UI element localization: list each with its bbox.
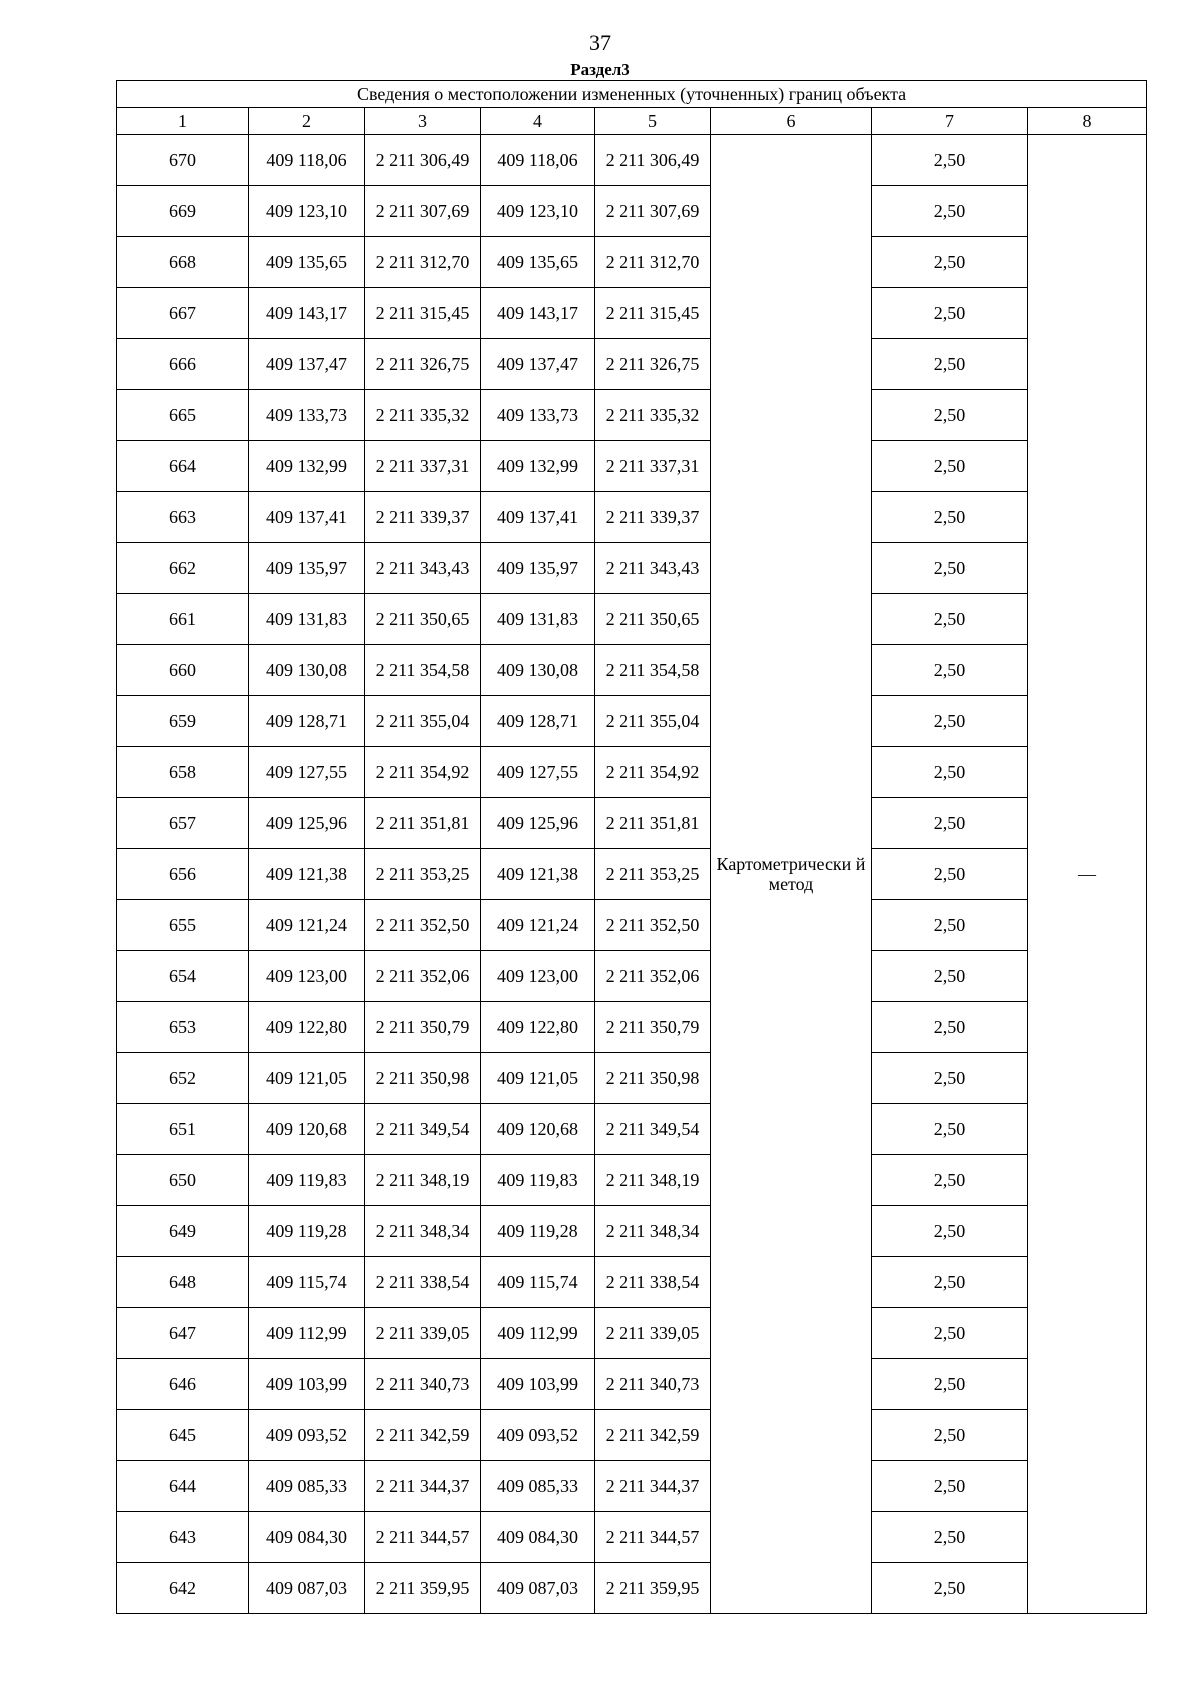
section-title: Раздел3 [570, 60, 630, 79]
table-row [117, 1206, 1147, 1257]
x-old-cell: 409 119,83 [249, 1155, 365, 1206]
y-new-cell: 2 211 351,81 [595, 798, 711, 849]
table-row [117, 543, 1147, 594]
accuracy-cell: 2,50 [872, 288, 1028, 339]
y-old-cell: 2 211 350,98 [365, 1053, 481, 1104]
y-new-cell: 2 211 350,65 [595, 594, 711, 645]
table-row [117, 1461, 1147, 1512]
x-new-cell: 409 127,55 [481, 747, 595, 798]
column-number: 8 [1028, 108, 1147, 135]
point-number-cell: 647 [117, 1308, 249, 1359]
method-cell: Картометрически й метод [711, 135, 872, 1614]
x-old-cell: 409 135,97 [249, 543, 365, 594]
y-old-cell: 2 211 339,37 [365, 492, 481, 543]
x-old-cell: 409 143,17 [249, 288, 365, 339]
column-8-cell: — [1028, 135, 1147, 1614]
y-new-cell: 2 211 344,37 [595, 1461, 711, 1512]
y-new-cell: 2 211 359,95 [595, 1563, 711, 1614]
table-row [117, 186, 1147, 237]
x-new-cell: 409 130,08 [481, 645, 595, 696]
point-number-cell: 650 [117, 1155, 249, 1206]
x-old-cell: 409 118,06 [249, 135, 365, 186]
accuracy-cell: 2,50 [872, 441, 1028, 492]
accuracy-cell: 2,50 [872, 900, 1028, 951]
y-old-cell: 2 211 352,50 [365, 900, 481, 951]
y-new-cell: 2 211 307,69 [595, 186, 711, 237]
point-number-cell: 649 [117, 1206, 249, 1257]
table-row [117, 1155, 1147, 1206]
x-old-cell: 409 122,80 [249, 1002, 365, 1053]
point-number-cell: 662 [117, 543, 249, 594]
table-row [117, 696, 1147, 747]
accuracy-cell: 2,50 [872, 1257, 1028, 1308]
point-number-cell: 659 [117, 696, 249, 747]
accuracy-cell: 2,50 [872, 1002, 1028, 1053]
y-old-cell: 2 211 342,59 [365, 1410, 481, 1461]
accuracy-cell: 2,50 [872, 1410, 1028, 1461]
y-new-cell: 2 211 348,34 [595, 1206, 711, 1257]
y-new-cell: 2 211 353,25 [595, 849, 711, 900]
table-caption: Сведения о местоположении измененных (уточненных) границ объекта [117, 81, 1147, 108]
accuracy-cell: 2,50 [872, 186, 1028, 237]
y-new-cell: 2 211 352,06 [595, 951, 711, 1002]
x-old-cell: 409 123,10 [249, 186, 365, 237]
accuracy-cell: 2,50 [872, 594, 1028, 645]
y-old-cell: 2 211 354,58 [365, 645, 481, 696]
y-old-cell: 2 211 348,19 [365, 1155, 481, 1206]
y-new-cell: 2 211 354,92 [595, 747, 711, 798]
x-new-cell: 409 128,71 [481, 696, 595, 747]
y-new-cell: 2 211 343,43 [595, 543, 711, 594]
x-new-cell: 409 137,41 [481, 492, 595, 543]
table-row [117, 1563, 1147, 1614]
x-old-cell: 409 132,99 [249, 441, 365, 492]
x-new-cell: 409 103,99 [481, 1359, 595, 1410]
y-new-cell: 2 211 350,79 [595, 1002, 711, 1053]
column-number: 3 [365, 108, 481, 135]
table-row [117, 849, 1147, 900]
x-old-cell: 409 119,28 [249, 1206, 365, 1257]
y-old-cell: 2 211 351,81 [365, 798, 481, 849]
accuracy-cell: 2,50 [872, 1104, 1028, 1155]
accuracy-cell: 2,50 [872, 1308, 1028, 1359]
y-old-cell: 2 211 352,06 [365, 951, 481, 1002]
point-number-cell: 643 [117, 1512, 249, 1563]
table-row [117, 1257, 1147, 1308]
x-new-cell: 409 112,99 [481, 1308, 595, 1359]
y-old-cell: 2 211 344,57 [365, 1512, 481, 1563]
x-new-cell: 409 132,99 [481, 441, 595, 492]
column-number: 5 [595, 108, 711, 135]
x-old-cell: 409 133,73 [249, 390, 365, 441]
table-row [117, 390, 1147, 441]
table-row [117, 441, 1147, 492]
x-old-cell: 409 127,55 [249, 747, 365, 798]
point-number-cell: 669 [117, 186, 249, 237]
x-old-cell: 409 137,47 [249, 339, 365, 390]
point-number-cell: 651 [117, 1104, 249, 1155]
page-number: 37 [589, 30, 611, 55]
x-old-cell: 409 115,74 [249, 1257, 365, 1308]
y-old-cell: 2 211 307,69 [365, 186, 481, 237]
y-new-cell: 2 211 338,54 [595, 1257, 711, 1308]
y-new-cell: 2 211 339,37 [595, 492, 711, 543]
accuracy-cell: 2,50 [872, 1359, 1028, 1410]
table-row [117, 1359, 1147, 1410]
y-new-cell: 2 211 337,31 [595, 441, 711, 492]
point-number-cell: 652 [117, 1053, 249, 1104]
y-new-cell: 2 211 306,49 [595, 135, 711, 186]
y-old-cell: 2 211 343,43 [365, 543, 481, 594]
x-new-cell: 409 137,47 [481, 339, 595, 390]
x-old-cell: 409 084,30 [249, 1512, 365, 1563]
column-number: 1 [117, 108, 249, 135]
y-old-cell: 2 211 344,37 [365, 1461, 481, 1512]
accuracy-cell: 2,50 [872, 1053, 1028, 1104]
point-number-cell: 666 [117, 339, 249, 390]
x-old-cell: 409 130,08 [249, 645, 365, 696]
x-new-cell: 409 135,97 [481, 543, 595, 594]
table-row [117, 798, 1147, 849]
accuracy-cell: 2,50 [872, 543, 1028, 594]
y-old-cell: 2 211 339,05 [365, 1308, 481, 1359]
x-new-cell: 409 122,80 [481, 1002, 595, 1053]
x-new-cell: 409 118,06 [481, 135, 595, 186]
table-row [117, 492, 1147, 543]
table-row [117, 594, 1147, 645]
y-old-cell: 2 211 350,65 [365, 594, 481, 645]
boundary-table [116, 80, 1147, 1614]
y-new-cell: 2 211 315,45 [595, 288, 711, 339]
x-new-cell: 409 119,83 [481, 1155, 595, 1206]
point-number-cell: 664 [117, 441, 249, 492]
accuracy-cell: 2,50 [872, 1512, 1028, 1563]
x-old-cell: 409 128,71 [249, 696, 365, 747]
y-old-cell: 2 211 349,54 [365, 1104, 481, 1155]
x-old-cell: 409 085,33 [249, 1461, 365, 1512]
point-number-cell: 648 [117, 1257, 249, 1308]
point-number-cell: 665 [117, 390, 249, 441]
accuracy-cell: 2,50 [872, 1563, 1028, 1614]
y-old-cell: 2 211 353,25 [365, 849, 481, 900]
table-row [117, 1104, 1147, 1155]
x-new-cell: 409 131,83 [481, 594, 595, 645]
column-number-row [117, 108, 1147, 135]
x-old-cell: 409 123,00 [249, 951, 365, 1002]
point-number-cell: 655 [117, 900, 249, 951]
y-old-cell: 2 211 335,32 [365, 390, 481, 441]
point-number-cell: 642 [117, 1563, 249, 1614]
accuracy-cell: 2,50 [872, 1155, 1028, 1206]
table-row [117, 1002, 1147, 1053]
x-new-cell: 409 135,65 [481, 237, 595, 288]
x-new-cell: 409 121,38 [481, 849, 595, 900]
point-number-cell: 658 [117, 747, 249, 798]
x-old-cell: 409 093,52 [249, 1410, 365, 1461]
accuracy-cell: 2,50 [872, 1206, 1028, 1257]
y-new-cell: 2 211 348,19 [595, 1155, 711, 1206]
y-old-cell: 2 211 359,95 [365, 1563, 481, 1614]
y-old-cell: 2 211 340,73 [365, 1359, 481, 1410]
y-new-cell: 2 211 339,05 [595, 1308, 711, 1359]
y-new-cell: 2 211 344,57 [595, 1512, 711, 1563]
point-number-cell: 670 [117, 135, 249, 186]
x-old-cell: 409 121,05 [249, 1053, 365, 1104]
point-number-cell: 656 [117, 849, 249, 900]
x-new-cell: 409 121,24 [481, 900, 595, 951]
y-new-cell: 2 211 354,58 [595, 645, 711, 696]
x-new-cell: 409 133,73 [481, 390, 595, 441]
x-new-cell: 409 121,05 [481, 1053, 595, 1104]
x-new-cell: 409 120,68 [481, 1104, 595, 1155]
table-row [117, 1053, 1147, 1104]
y-new-cell: 2 211 312,70 [595, 237, 711, 288]
column-number: 6 [711, 108, 872, 135]
y-new-cell: 2 211 352,50 [595, 900, 711, 951]
y-new-cell: 2 211 350,98 [595, 1053, 711, 1104]
accuracy-cell: 2,50 [872, 135, 1028, 186]
y-new-cell: 2 211 340,73 [595, 1359, 711, 1410]
column-number: 7 [872, 108, 1028, 135]
accuracy-cell: 2,50 [872, 339, 1028, 390]
table-row [117, 951, 1147, 1002]
y-new-cell: 2 211 335,32 [595, 390, 711, 441]
table-row [117, 237, 1147, 288]
x-new-cell: 409 087,03 [481, 1563, 595, 1614]
accuracy-cell: 2,50 [872, 390, 1028, 441]
table-row [117, 288, 1147, 339]
point-number-cell: 667 [117, 288, 249, 339]
table-body [117, 135, 1147, 1614]
x-old-cell: 409 103,99 [249, 1359, 365, 1410]
point-number-cell: 660 [117, 645, 249, 696]
x-old-cell: 409 135,65 [249, 237, 365, 288]
accuracy-cell: 2,50 [872, 237, 1028, 288]
y-old-cell: 2 211 355,04 [365, 696, 481, 747]
y-new-cell: 2 211 326,75 [595, 339, 711, 390]
point-number-cell: 653 [117, 1002, 249, 1053]
point-number-cell: 663 [117, 492, 249, 543]
x-new-cell: 409 125,96 [481, 798, 595, 849]
x-new-cell: 409 119,28 [481, 1206, 595, 1257]
x-old-cell: 409 121,24 [249, 900, 365, 951]
x-old-cell: 409 125,96 [249, 798, 365, 849]
x-new-cell: 409 115,74 [481, 1257, 595, 1308]
table-row [117, 900, 1147, 951]
y-new-cell: 2 211 349,54 [595, 1104, 711, 1155]
y-old-cell: 2 211 315,45 [365, 288, 481, 339]
y-old-cell: 2 211 338,54 [365, 1257, 481, 1308]
point-number-cell: 657 [117, 798, 249, 849]
accuracy-cell: 2,50 [872, 951, 1028, 1002]
y-old-cell: 2 211 312,70 [365, 237, 481, 288]
y-new-cell: 2 211 342,59 [595, 1410, 711, 1461]
y-old-cell: 2 211 337,31 [365, 441, 481, 492]
x-new-cell: 409 084,30 [481, 1512, 595, 1563]
point-number-cell: 645 [117, 1410, 249, 1461]
y-old-cell: 2 211 354,92 [365, 747, 481, 798]
column-number: 2 [249, 108, 365, 135]
point-number-cell: 646 [117, 1359, 249, 1410]
x-new-cell: 409 093,52 [481, 1410, 595, 1461]
x-old-cell: 409 137,41 [249, 492, 365, 543]
point-number-cell: 668 [117, 237, 249, 288]
accuracy-cell: 2,50 [872, 645, 1028, 696]
point-number-cell: 654 [117, 951, 249, 1002]
x-old-cell: 409 112,99 [249, 1308, 365, 1359]
y-new-cell: 2 211 355,04 [595, 696, 711, 747]
table-row [117, 1410, 1147, 1461]
accuracy-cell: 2,50 [872, 1461, 1028, 1512]
y-old-cell: 2 211 326,75 [365, 339, 481, 390]
point-number-cell: 644 [117, 1461, 249, 1512]
x-old-cell: 409 087,03 [249, 1563, 365, 1614]
x-old-cell: 409 120,68 [249, 1104, 365, 1155]
y-old-cell: 2 211 350,79 [365, 1002, 481, 1053]
accuracy-cell: 2,50 [872, 849, 1028, 900]
accuracy-cell: 2,50 [872, 747, 1028, 798]
y-old-cell: 2 211 306,49 [365, 135, 481, 186]
accuracy-cell: 2,50 [872, 492, 1028, 543]
table-row [117, 645, 1147, 696]
accuracy-cell: 2,50 [872, 798, 1028, 849]
column-number: 4 [481, 108, 595, 135]
x-new-cell: 409 143,17 [481, 288, 595, 339]
x-new-cell: 409 085,33 [481, 1461, 595, 1512]
x-old-cell: 409 121,38 [249, 849, 365, 900]
x-new-cell: 409 123,10 [481, 186, 595, 237]
y-old-cell: 2 211 348,34 [365, 1206, 481, 1257]
point-number-cell: 661 [117, 594, 249, 645]
table-row [117, 339, 1147, 390]
table-row [117, 135, 1147, 186]
accuracy-cell: 2,50 [872, 696, 1028, 747]
x-old-cell: 409 131,83 [249, 594, 365, 645]
table-row [117, 747, 1147, 798]
table-row [117, 1512, 1147, 1563]
table-row [117, 1308, 1147, 1359]
x-new-cell: 409 123,00 [481, 951, 595, 1002]
